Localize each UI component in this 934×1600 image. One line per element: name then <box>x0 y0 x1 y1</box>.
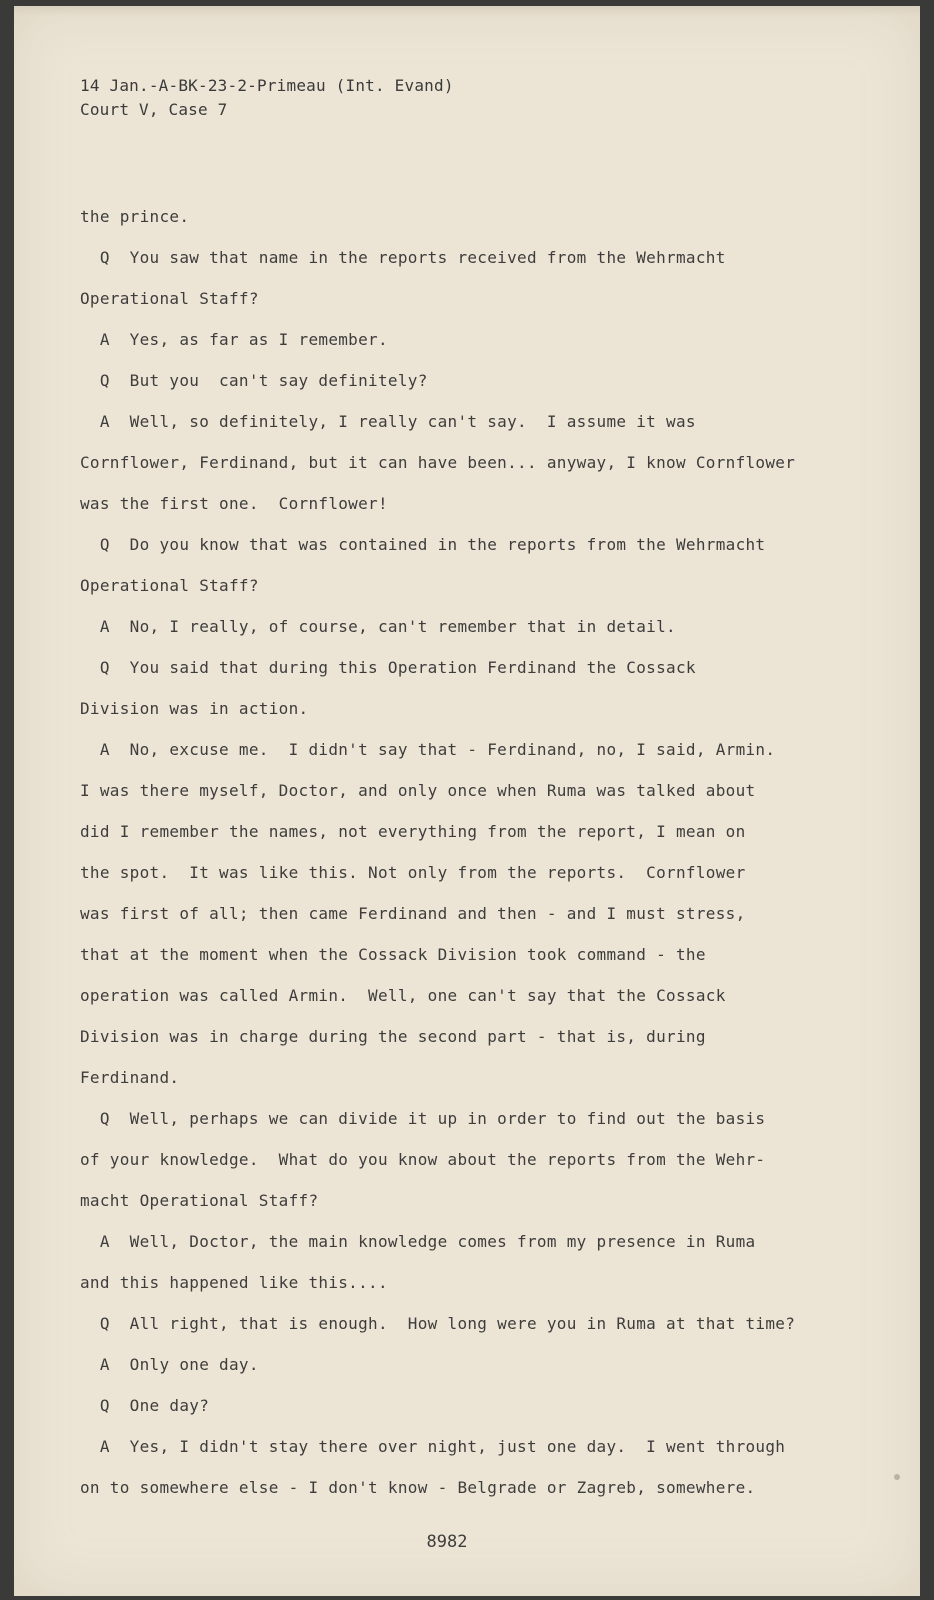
transcript-line: Q You saw that name in the reports received from the Wehrmacht <box>80 248 726 267</box>
transcript-line: Q All right, that is enough. How long were you in Ruma at that time? <box>80 1314 796 1333</box>
transcript-line: operation was called Armin. Well, one can't say that the Cossack <box>80 986 726 1005</box>
transcript-line: A No, excuse me. I didn't say that - Ferdinand, no, I said, Armin. <box>80 740 776 759</box>
transcript-line: was first of all; then came Ferdinand and then - and I must stress, <box>80 904 746 923</box>
transcript-line: on to somewhere else - I don't know - Belgrade or Zagreb, somewhere. <box>80 1478 756 1497</box>
transcript-line: A No, I really, of course, can't remember that in detail. <box>80 617 676 636</box>
transcript-line: macht Operational Staff? <box>80 1191 319 1210</box>
transcript-line: Division was in action. <box>80 699 309 718</box>
transcript-line: of your knowledge. What do you know about the reports from the Wehr- <box>80 1150 766 1169</box>
transcript-line: Q One day? <box>80 1396 210 1415</box>
transcript-line: Ferdinand. <box>80 1068 180 1087</box>
transcript-line: Q But you can't say definitely? <box>80 371 428 390</box>
transcript-line: A Well, so definitely, I really can't say. I assume it was <box>80 412 696 431</box>
transcript-line: the prince. <box>80 207 190 226</box>
transcript-line: and this happened like this.... <box>80 1273 388 1292</box>
header-line-1: 14 Jan.-A-BK-23-2-Primeau (Int. Evand) <box>80 76 454 95</box>
transcript-line: Cornflower, Ferdinand, but it can have been... anyway, I know Cornflower <box>80 453 796 472</box>
header-line-2: Court V, Case 7 <box>80 100 228 119</box>
transcript-line: A Yes, as far as I remember. <box>80 330 388 349</box>
transcript-line: the spot. It was like this. Not only from the reports. Cornflower <box>80 863 746 882</box>
transcript-line: Operational Staff? <box>80 576 259 595</box>
paper-speck <box>894 1474 900 1480</box>
transcript-body <box>80 196 900 1508</box>
transcript-line: I was there myself, Doctor, and only once when Ruma was talked about <box>80 781 756 800</box>
transcript-line: A Yes, I didn't stay there over night, just one day. I went through <box>80 1437 786 1456</box>
transcript-line: Operational Staff? <box>80 289 259 308</box>
transcript-line: Q You said that during this Operation Ferdinand the Cossack <box>80 658 696 677</box>
document-header <box>80 74 454 122</box>
transcript-line: A Well, Doctor, the main knowledge comes from my presence in Ruma <box>80 1232 756 1251</box>
transcript-line: Q Do you know that was contained in the reports from the Wehrmacht <box>80 535 766 554</box>
document-page <box>14 6 920 1596</box>
transcript-line: that at the moment when the Cossack Division took command - the <box>80 945 706 964</box>
transcript-line: Q Well, perhaps we can divide it up in order to find out the basis <box>80 1109 766 1128</box>
page-number: 8982 <box>426 1532 468 1552</box>
transcript-line: A Only one day. <box>80 1355 259 1374</box>
transcript-line: was the first one. Cornflower! <box>80 494 388 513</box>
transcript-line: did I remember the names, not everything from the report, I mean on <box>80 822 746 841</box>
transcript-line: Division was in charge during the second part - that is, during <box>80 1027 706 1046</box>
